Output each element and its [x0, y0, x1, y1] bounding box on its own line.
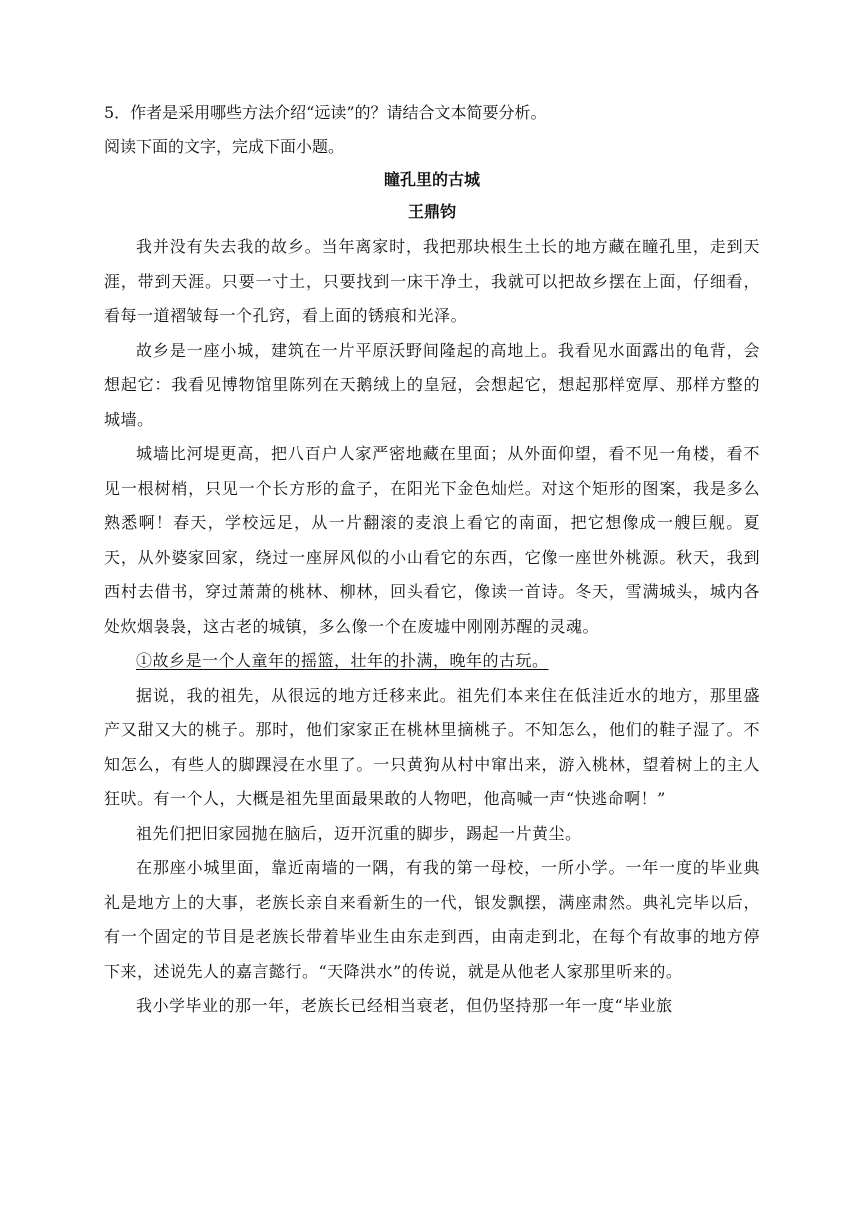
article-author: 王鼎钧: [407, 202, 456, 221]
paragraph-3: 城墙比河堤更高，把八百户人家严密地藏在里面；从外面仰望，看不见一角楼，看不见一根树梢，只见一个长方形的盒子，在阳光下金色灿烂。对这个矩形的图案，我是多么熟悉啊！春天，学校远足，从一片翻滚的麦浪上看它的南面，把它想像成一艘巨舰。夏天，从外婆家回家，绕过一座屏风似的小山看它的东西，它像一座世外桃源。秋天，我到西村去借书，穿过萧萧的桃林、柳林，回头看它，像读一首诗。冬天，雪满城头，城内各处炊烟袅袅，这古老的城镇，多么像一个在废墟中刚刚苏醒的灵魂。: [104, 444, 760, 636]
reading-instruction: 阅读下面的文字，完成下面小题。: [104, 137, 345, 156]
paragraph-1: 我并没有失去我的故乡。当年离家时，我把那块根生土长的地方藏在瞳孔里，走到天涯，带到天涯。只要一寸土，只要找到一床干净土，我就可以把故乡摆在上面，仔细看，看每一道褶皱每一个孔窍，看上面的锈痕和光泽。: [104, 237, 760, 325]
paragraph-2: 故乡是一座小城，建筑在一片平原沃野间隆起的高地上。我看见水面露出的龟背，会想起它：我看见博物馆里陈列在天鹅绒上的皇冠，会想起它，想起那样宽厚、那样方整的城墙。: [104, 340, 760, 429]
article-title: 瞳孔里的古城: [383, 170, 480, 189]
paragraph-4-underlined: [104, 644, 760, 679]
underlined-sentence: ①故乡是一个人童年的摇篮，壮年的扑满，晚年的古玩。: [136, 651, 549, 670]
document-page: [104, 96, 760, 1024]
question-5: 5．作者是采用哪些方法介绍“远读”的？请结合文本简要分析。: [104, 103, 547, 122]
paragraph-8: 我小学毕业的那一年，老族长已经相当衰老，但仍坚持那一年一度“毕业旅: [136, 996, 673, 1015]
paragraph-7: 在那座小城里面，靠近南墙的一隅，有我的第一母校，一所小学。一年一度的毕业典礼是地方上的大事，老族长亲自来看新生的一代，银发飘摆，满座肃然。典礼完毕以后，有一个固定的节目是老族长带着毕业生由东走到西，由南走到北，在每个有故事的地方停下来，述说先人的嘉言懿行。“天降洪水”的传说，就是从他老人家那里听来的。: [104, 858, 760, 981]
paragraph-6: 祖先们把旧家园抛在脑后，迈开沉重的脚步，踢起一片黄尘。: [136, 823, 582, 843]
paragraph-5: 据说，我的祖先，从很远的地方迁移来此。祖先们本来住在低洼近水的地方，那里盛产又甜又大的桃子。那时，他们家家正在桃林里摘桃子。不知怎么，他们的鞋子湿了。不知怎么，有些人的脚踝浸在水里了。一只黄狗从村中窜出来，游入桃林，望着树上的主人狂吠。有一个人，大概是祖先里面最果敢的人物吧，他高喊一声“快逃命啊！”: [104, 685, 760, 808]
